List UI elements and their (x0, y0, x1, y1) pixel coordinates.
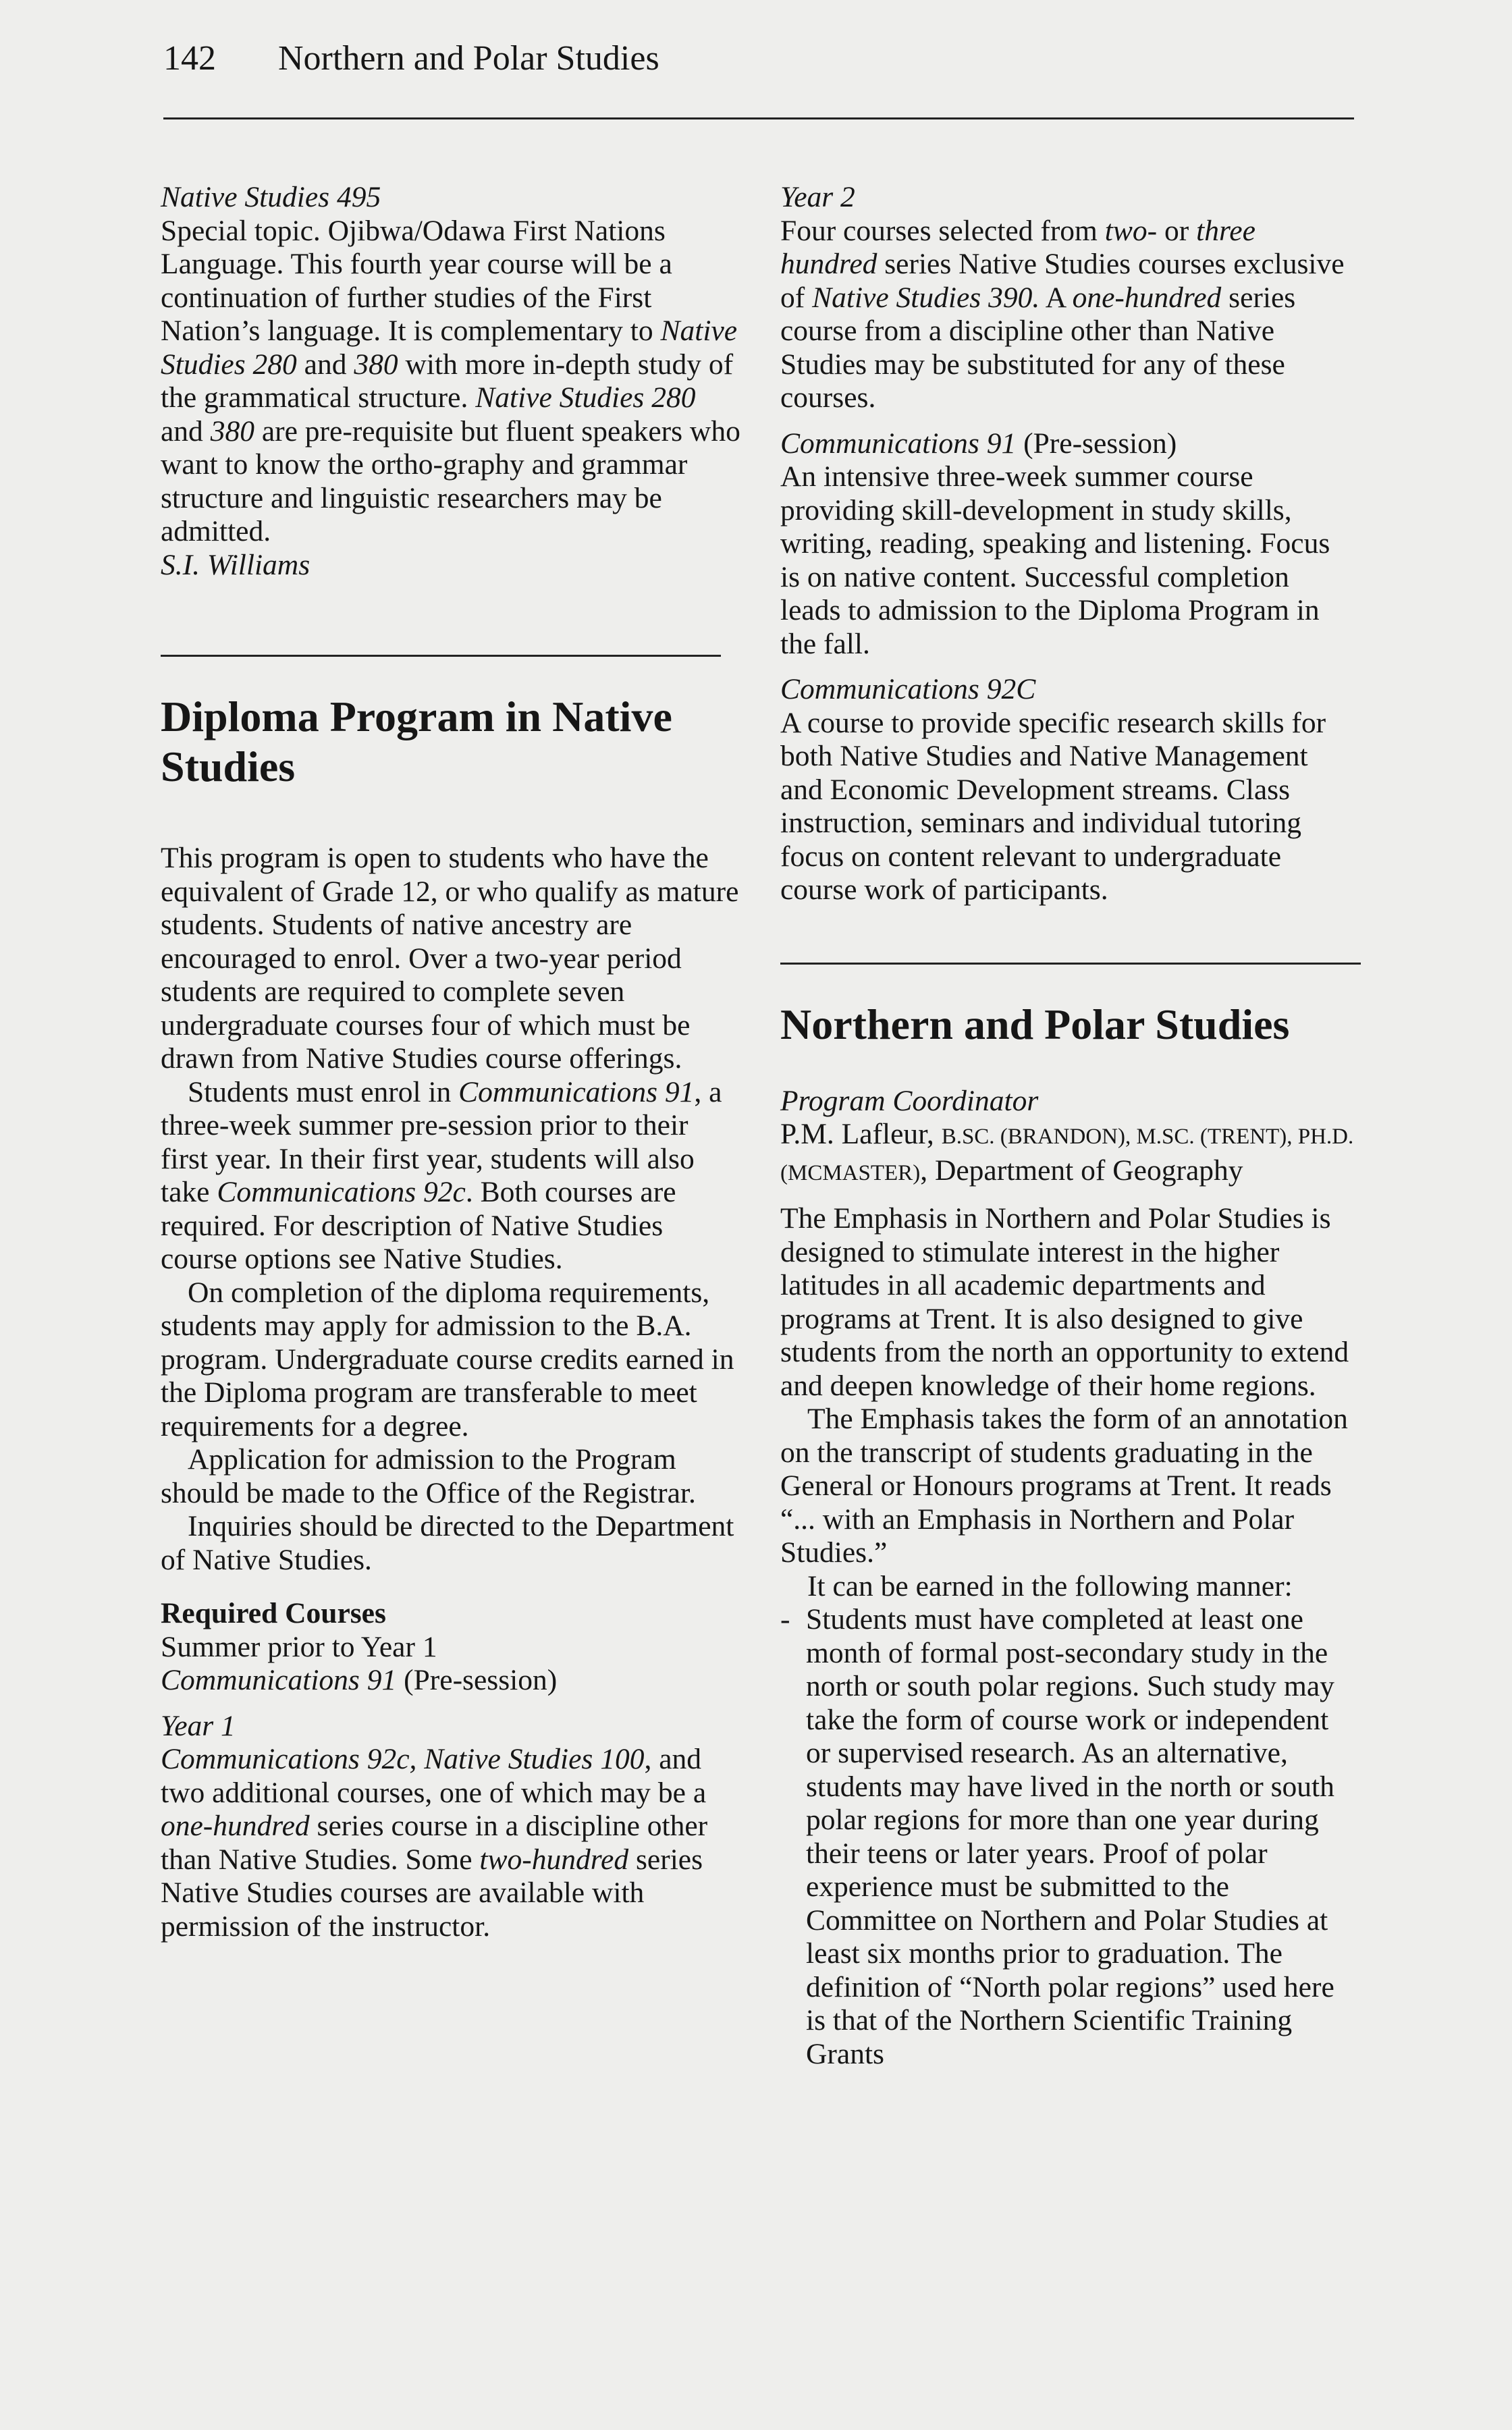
diploma-paragraph: Application for admission to the Program should be made to the Office of the Registrar. (161, 1443, 696, 1509)
year1-label: Year 1 (161, 1709, 236, 1742)
coordinator-name: P.M. Lafleur, B.SC. (BRANDON), M.SC. (TRENT), PH.D. (MCMASTER), Department of Geography (780, 1118, 1354, 1187)
section-rule (161, 655, 721, 657)
bullet-dash: - (780, 1603, 790, 1636)
year2-label: Year 2 (780, 181, 855, 213)
bullet-text: Students must have completed at least one month of formal post-secondary study in the north or south polar regions. Such study may take the form of course work or independent or supervised research. As an alternative, students may have lived in the north or south polar regions for more than one year during their teens or later years. Proof of polar experience must be submitted to the Committee on Northern and Polar Studies at least six months prior to graduation. The definition of “North polar regions” used here is that of the Northern Scientific Training Grants (806, 1603, 1334, 2070)
summer-label: Summer prior to Year 1 (161, 1630, 437, 1663)
diploma-paragraph: This program is open to students who have the equivalent of Grade 12, or who qualify as mature students. Students of native ancestry are encouraged to enrol. Over a two-year period students are required to complete seven undergraduate courses four of which must be drawn from Native Studies course offerings. (161, 842, 739, 1075)
course-desc-comm92c: A course to provide specific research skills for both Native Studies and Native Management and Economic Development streams. Class instruction, seminars and individual tutoring focus on content relevant to undergraduate course work of participants. (780, 706, 1326, 906)
section-heading-northern-polar: Northern and Polar Studies (780, 1000, 1290, 1048)
year1-description: Communications 92c, Native Studies 100, and two additional courses, one of which may be a one-hundred series course in a discipline other than Native Studies. Some two-hundred series Native Studies courses are available with permission of the instructor. (161, 1743, 708, 1943)
required-courses-heading: Required Courses (161, 1597, 386, 1629)
list-item (780, 1603, 1354, 2071)
page-number: 142 (163, 39, 216, 78)
left-column (161, 181, 741, 1943)
running-header (163, 35, 659, 82)
coordinator-label: Program Coordinator (780, 1084, 1039, 1117)
course-title-comm91: Communications 91 (Pre-session) (780, 427, 1177, 460)
section-rule (780, 963, 1361, 965)
instructor-name: S.I. Williams (161, 548, 310, 581)
nps-paragraph: The Emphasis takes the form of an annotation on the transcript of students graduating in the General or Honours programs at Trent. It reads “... with an Emphasis in Northern and Polar Studies.” (780, 1403, 1348, 1569)
nps-paragraph: It can be earned in the following manner: (807, 1569, 1293, 1602)
summer-course: Communications 91 (Pre-session) (161, 1664, 558, 1696)
course-title-comm92c: Communications 92C (780, 673, 1036, 705)
header-rule (163, 117, 1354, 119)
course-title-ns495: Native Studies 495 (161, 181, 381, 213)
diploma-paragraph: Inquiries should be directed to the Department of Native Studies. (161, 1510, 734, 1576)
nps-paragraph: The Emphasis in Northern and Polar Studies is designed to stimulate interest in the higher latitudes in all academic departments and programs at Trent. It is also designed to give students from the north an opportunity to extend and deepen knowledge of their home regions. (780, 1202, 1349, 1402)
diploma-paragraph: On completion of the diploma requirements, students may apply for admission to the B.A. program. Undergraduate course credits earned in the Diploma program are transferable to meet requirements for a degree. (161, 1276, 734, 1442)
course-desc-comm91: An intensive three-week summer course providing skill-development in study skills, writing, reading, speaking and listening. Focus is on native content. Successful completion leads to admission to the Diploma Program in the fall. (780, 460, 1330, 660)
running-title: Northern and Polar Studies (278, 39, 659, 78)
right-column (780, 181, 1354, 2071)
year2-description: Four courses selected from two- or three hundred series Native Studies courses exclusive of Native Studies 390. A one-hundred series course from a discipline other than Native Studies may be substituted for any of these courses. (780, 214, 1345, 414)
diploma-paragraph: Students must enrol in Communications 91, a three-week summer pre-session prior to their first year. In their first year, students will also take Communications 92c. Both courses are required. For description of Native Studies course options see Native Studies. (161, 1075, 722, 1275)
course-desc-ns495: Special topic. Ojibwa/Odawa First Nations Language. This fourth year course will be a continuation of further studies of the First Nation’s language. It is complementary to Native Studies 280 and 380 with more in-depth study of the grammatical structure. Native Studies 280 and 380 are pre-requisite but fluent speakers who want to know the ortho-graphy and grammar structure and linguistic researchers may be admitted. (161, 214, 740, 547)
section-heading-diploma: Diploma Program in Native Studies (161, 693, 672, 790)
